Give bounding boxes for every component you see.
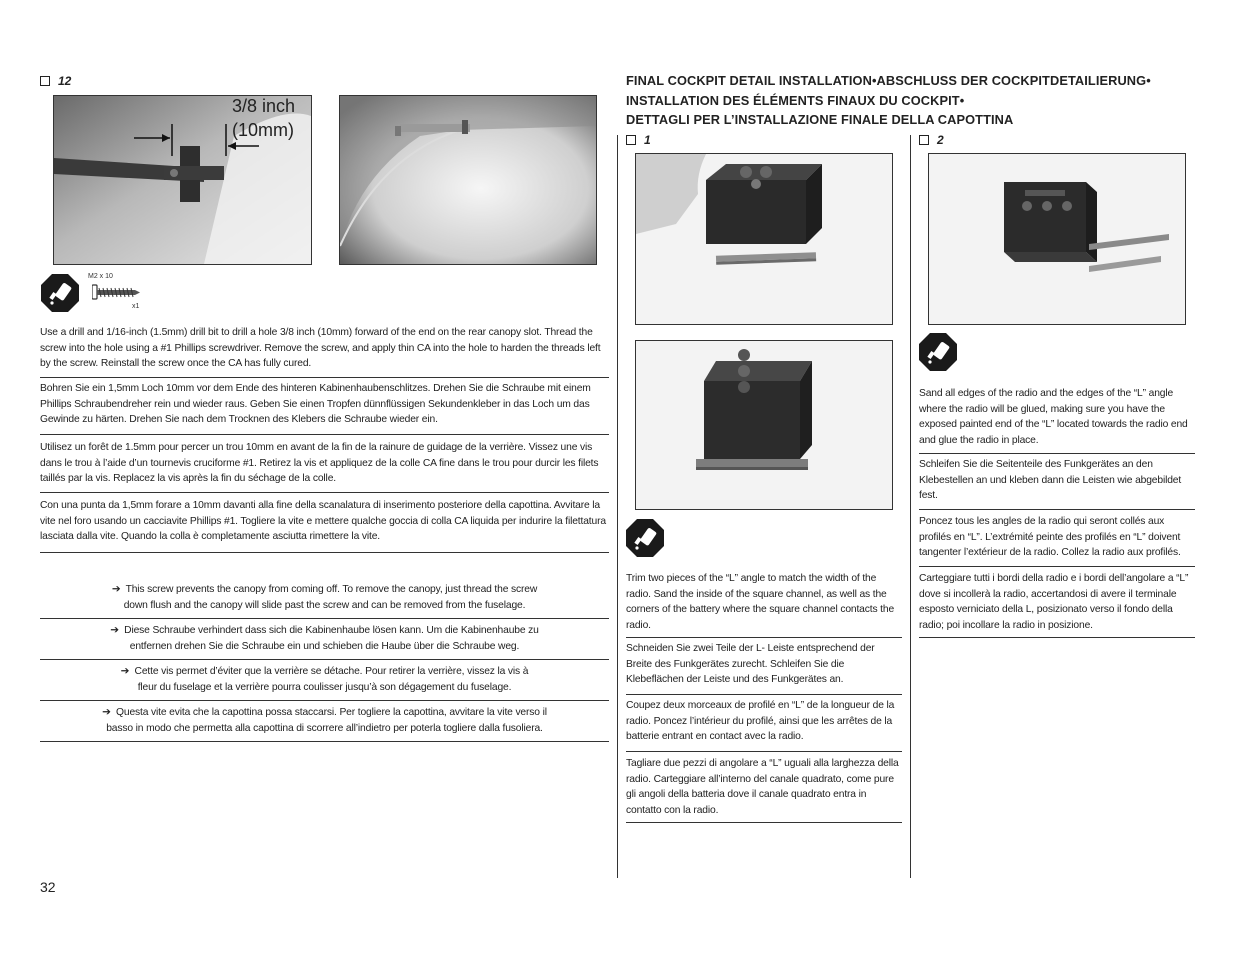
dimension-label-inch: 3/8 inch: [232, 96, 296, 116]
divider: [626, 694, 902, 695]
divider: [919, 509, 1195, 510]
paragraph-it: Carteggiare tutti i bordi della radio e i bordi dell’angolare a “L” dove si incollerà la radio, accertandosi di avere il terminale esposto verniciato della L, posizionato verso il fondo della radio; poi incollare la radio in posizione.: [919, 573, 1189, 631]
screw-quantity: x1: [132, 303, 140, 310]
paragraph-en: Sand all edges of the radio and the edges of the “L” angle where the radio will be glued, making sure you have the exposed painted end of the “L” located towards the radio end and glue the radio in place.: [919, 388, 1188, 446]
paragraph-de: Schneiden Sie zwei Teile der L- Leiste entsprechend der Breite des Funkgerätes zurecht. Schleifen Sie die Klebeflächen der Leiste und des Funkgerätes an.: [626, 643, 875, 685]
ca-glue-icon: [41, 274, 79, 312]
ca-glue-icon: [626, 519, 664, 557]
divider: [626, 751, 902, 752]
arrow-right-icon: ➔: [102, 707, 111, 718]
photo-radio-and-angle: [635, 153, 893, 325]
note-it-line-1: Questa vite evita che la capottina possa staccarsi. Per togliere la capottina, avvitare la vite verso il: [116, 707, 547, 718]
column-separator: [910, 135, 911, 878]
note-en-line-1: This screw prevents the canopy from coming off. To remove the canopy, just thread the screw: [125, 584, 538, 595]
note-it: [40, 705, 609, 737]
photo-canopy-screw: [339, 95, 597, 265]
page-number: 32: [40, 879, 56, 895]
divider: [40, 700, 609, 701]
photo-radio-on-angle-image: [636, 341, 892, 509]
note-it-line-2: basso in modo che permetta alla capottina di scorrere all’indietro per poterla togliere dalla fusoliera.: [106, 722, 543, 734]
paragraph-fr: Utilisez un forêt de 1.5mm pour percer un trou 10mm en avant de la fin de la rainure de guidage de la verrière. Vissez une vis dans le trou à l’aide d’un tournevis cruciforme #1. Retirez la vis et appliquez de la colle CA fine dans le trou pour durcir les filets taillés par la vis. Replacez la vis après la fin du séchage de la colle.: [40, 442, 599, 484]
note-en: [40, 582, 609, 614]
photo-canopy-slot: [53, 95, 312, 265]
divider: [919, 453, 1195, 454]
divider: [40, 741, 609, 742]
photo-canopy-screw-image: [340, 96, 596, 264]
arrow-right-icon: ➔: [110, 625, 119, 636]
paragraph-it: Tagliare due pezzi di angolare a “L” uguali alla larghezza della radio. Carteggiare all’interno del canale quadrato, come pure gli angoli della batteria dove il canale quadrato entra in contatto con la radio.: [626, 758, 899, 816]
paragraph-de: Bohren Sie ein 1,5mm Loch 10mm vor dem Ende des hinteren Kabinenhaubenschlitzes. Drehen Sie die Schraube mit einem Phillips Schraubendreher rein und wieder raus. Geben Sie einen Tropfen dünnflüssigen Sekundenkleber in das Loch um das Gewinde zu härten. Drehen Sie nach dem Trocknen des Klebers die Schraube wieder ein.: [40, 383, 591, 425]
note-fr-line-1: Cette vis permet d’éviter que la verrière se détache. Pour retirer la verrière, vissez la vis à: [134, 666, 529, 677]
note-de-line-2: entfernen drehen Sie die Schraube ein und schieben die Haube über die Schraube weg.: [129, 640, 520, 652]
photo-radio-on-angle: [635, 340, 893, 510]
instruction-block-step-1: [626, 571, 902, 823]
step-12-header: [40, 74, 71, 88]
step-number: 12: [58, 74, 72, 88]
paragraph-it: Con una punta da 1,5mm forare a 10mm davanti alla fine della scanalatura di inserimento posteriore della capottina. Avvitare la vite nel foro usando un cacciavite Phillips #1. Togliere la vite e mettere qualche goccia di colla CA liquida per indurire la filettatura lasciata dalla vite. Quando la colla è completamente asciutta rimettere la vite.: [40, 500, 606, 542]
divider: [40, 434, 609, 435]
ca-glue-icon: [919, 333, 957, 371]
divider: [40, 618, 609, 619]
dimension-label: [232, 95, 295, 142]
section-heading: [626, 71, 1226, 130]
divider: [919, 637, 1195, 638]
photo-radio-glued: [928, 153, 1186, 325]
arrow-right-icon: ➔: [111, 584, 121, 595]
arrow-right-icon: ➔: [120, 666, 130, 677]
checkbox-icon[interactable]: [40, 76, 50, 86]
divider: [626, 637, 902, 638]
note-de-line-1: Diese Schraube verhindert dass sich die Kabinenhaube lösen kann. Um die Kabinenhaube zu: [124, 625, 539, 636]
heading-line-3: DETTAGLI PER L’INSTALLAZIONE FINALE DELLA CAPOTTINA: [626, 112, 1014, 127]
note-fr-line-2: fleur du fuselage et la verrière pourra coulisser jusqu’à son dégagement du fuselage.: [137, 681, 512, 693]
divider: [626, 822, 902, 823]
photo-radio-and-angle-image: [636, 154, 892, 324]
heading-line-1: FINAL COCKPIT DETAIL INSTALLATION•ABSCHLUSS DER COCKPITDETAILIERUNG•: [626, 73, 1151, 88]
checkbox-icon[interactable]: [919, 135, 929, 145]
instruction-block-step-12: [40, 325, 609, 553]
paragraph-de: Schleifen Sie die Seitenteile des Funkgerätes an den Klebestellen an und kleben dann die Leisten wie abgebildet fest.: [919, 459, 1182, 501]
step-number: 2: [937, 133, 944, 147]
screw-icon: [92, 284, 140, 300]
paragraph-fr: Coupez deux morceaux de profilé en “L” de la longueur de la radio. Poncez l’intérieur du profilé, ainsi que les arrêtes de la batterie entrant en contact avec la radio.: [626, 700, 895, 742]
paragraph-en: Trim two pieces of the “L” angle to match the width of the radio. Sand the inside of the square channel, as well as the corners of the battery where the square channel contacts the radio.: [626, 573, 895, 631]
divider: [40, 377, 609, 378]
divider: [919, 566, 1195, 567]
note-en-line-2: down flush and the canopy will slide past the screw and can be removed from the fuselage.: [123, 599, 526, 611]
screw-size-label: M2 x 10: [88, 273, 113, 280]
heading-line-2: INSTALLATION DES ÉLÉMENTS FINAUX DU COCKPIT•: [626, 92, 965, 108]
notes-block: [40, 582, 609, 742]
photo-radio-glued-image: [929, 154, 1185, 324]
instruction-block-step-2: [919, 386, 1195, 638]
column-separator: [617, 135, 618, 878]
note-de: [40, 623, 609, 655]
step-1-header: [626, 133, 651, 147]
step-number: 1: [644, 133, 651, 147]
checkbox-icon[interactable]: [626, 135, 636, 145]
divider: [40, 659, 609, 660]
paragraph-fr: Poncez tous les angles de la radio qui seront collés aux profilés en “L”. L’extrémité peinte des profilés en “L” doivent tangenter l’extérieur de la radio. Collez la radio aux profilés.: [919, 516, 1181, 558]
step-2-header: [919, 133, 944, 147]
divider: [40, 492, 609, 493]
dimension-label-mm: (10mm): [232, 120, 294, 140]
divider: [40, 552, 609, 553]
paragraph-en: Use a drill and 1/16-inch (1.5mm) drill bit to drill a hole 3/8 inch (10mm) forward of the end on the rear canopy slot. Thread the screw into the hole using a #1 Phillips screwdriver. Remove the screw, and apply thin CA into the hole to harden the threads left by the screw. Reinstall the screw once the CA has fully cured.: [40, 327, 601, 369]
note-fr: [40, 664, 609, 696]
